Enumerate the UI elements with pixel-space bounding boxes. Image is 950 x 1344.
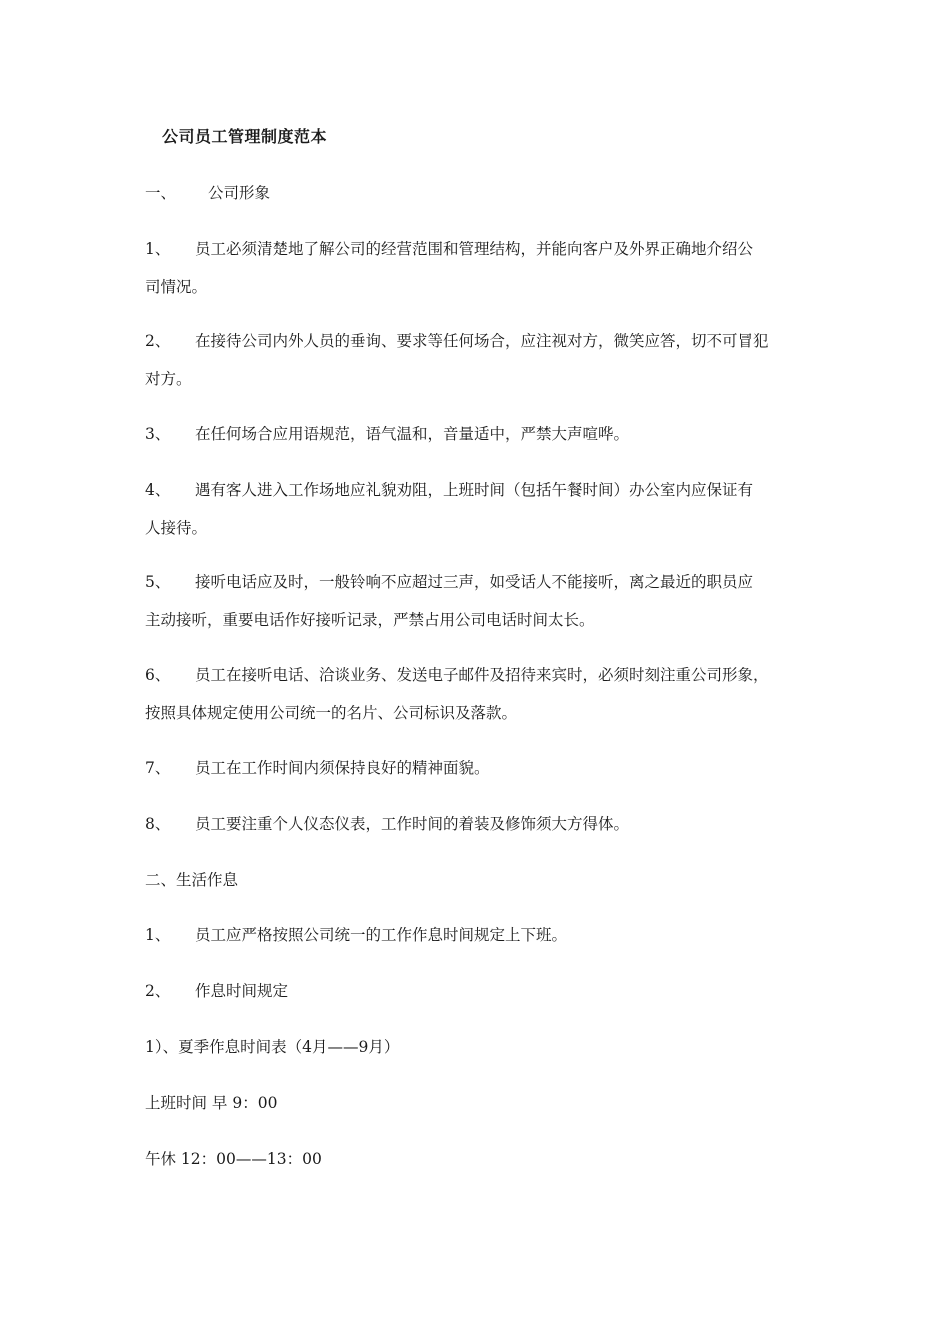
section-number: 一、: [145, 184, 177, 202]
list-item: [145, 656, 810, 732]
item-number: 8、: [145, 815, 171, 833]
item-number: 1、: [145, 926, 171, 944]
item-number: 3、: [145, 425, 171, 443]
item-number: 4、: [145, 481, 171, 499]
summer-schedule-heading: 1）、夏季作息时间表（4月——9月）: [145, 1038, 400, 1056]
list-item: [145, 230, 810, 306]
item-text-continued: 对方。: [145, 370, 192, 388]
item-text-continued: 司情况。: [145, 278, 208, 296]
item-text: 在接待公司内外人员的垂询、要求等任何场合，应注视对方，微笑应答，切不可冒犯: [195, 332, 769, 350]
list-item: [145, 916, 810, 954]
lunch-break: 午休 12：00——13：00: [145, 1150, 322, 1168]
start-time: 上班时间 早 9：00: [145, 1094, 278, 1112]
item-text: 员工在工作时间内须保持良好的精神面貌。: [195, 759, 490, 777]
section-title: 公司形象: [207, 184, 270, 202]
item-text: 作息时间规定: [195, 982, 289, 1000]
list-item: [145, 415, 810, 453]
list-item: [145, 805, 810, 843]
item-text: 员工应严格按照公司统一的工作作息时间规定上下班。: [195, 926, 568, 944]
section-heading-daily-schedule: 二、生活作息: [145, 871, 239, 889]
list-item: [145, 563, 810, 639]
section-heading-company-image: [145, 183, 270, 203]
item-number: 5、: [145, 573, 171, 591]
item-text-continued: 按照具体规定使用公司统一的名片、公司标识及落款。: [145, 704, 518, 722]
list-item: [145, 749, 810, 787]
item-number: 2、: [145, 332, 171, 350]
item-text: 员工在接听电话、洽谈业务、发送电子邮件及招待来宾时，必须时刻注重公司形象，: [195, 666, 769, 684]
item-text: 遇有客人进入工作场地应礼貌劝阻，上班时间（包括午餐时间）办公室内应保证有: [195, 481, 754, 499]
document-title: 公司员工管理制度范本: [162, 127, 328, 146]
item-number: 2、: [145, 982, 171, 1000]
item-number: 7、: [145, 759, 171, 777]
item-text-continued: 人接待。: [145, 519, 208, 537]
item-text: 员工必须清楚地了解公司的经营范围和管理结构，并能向客户及外界正确地介绍公: [195, 240, 754, 258]
item-number: 6、: [145, 666, 171, 684]
list-item: [145, 972, 810, 1010]
item-text: 在任何场合应用语规范，语气温和，音量适中，严禁大声喧哗。: [195, 425, 630, 443]
item-text-continued: 主动接听，重要电话作好接听记录，严禁占用公司电话时间太长。: [145, 611, 595, 629]
list-item: [145, 322, 810, 398]
item-text: 员工要注重个人仪态仪表，工作时间的着装及修饰须大方得体。: [195, 815, 630, 833]
item-text: 接听电话应及时，一般铃响不应超过三声，如受话人不能接听，离之最近的职员应: [195, 573, 754, 591]
item-number: 1、: [145, 240, 171, 258]
list-item: [145, 471, 810, 547]
